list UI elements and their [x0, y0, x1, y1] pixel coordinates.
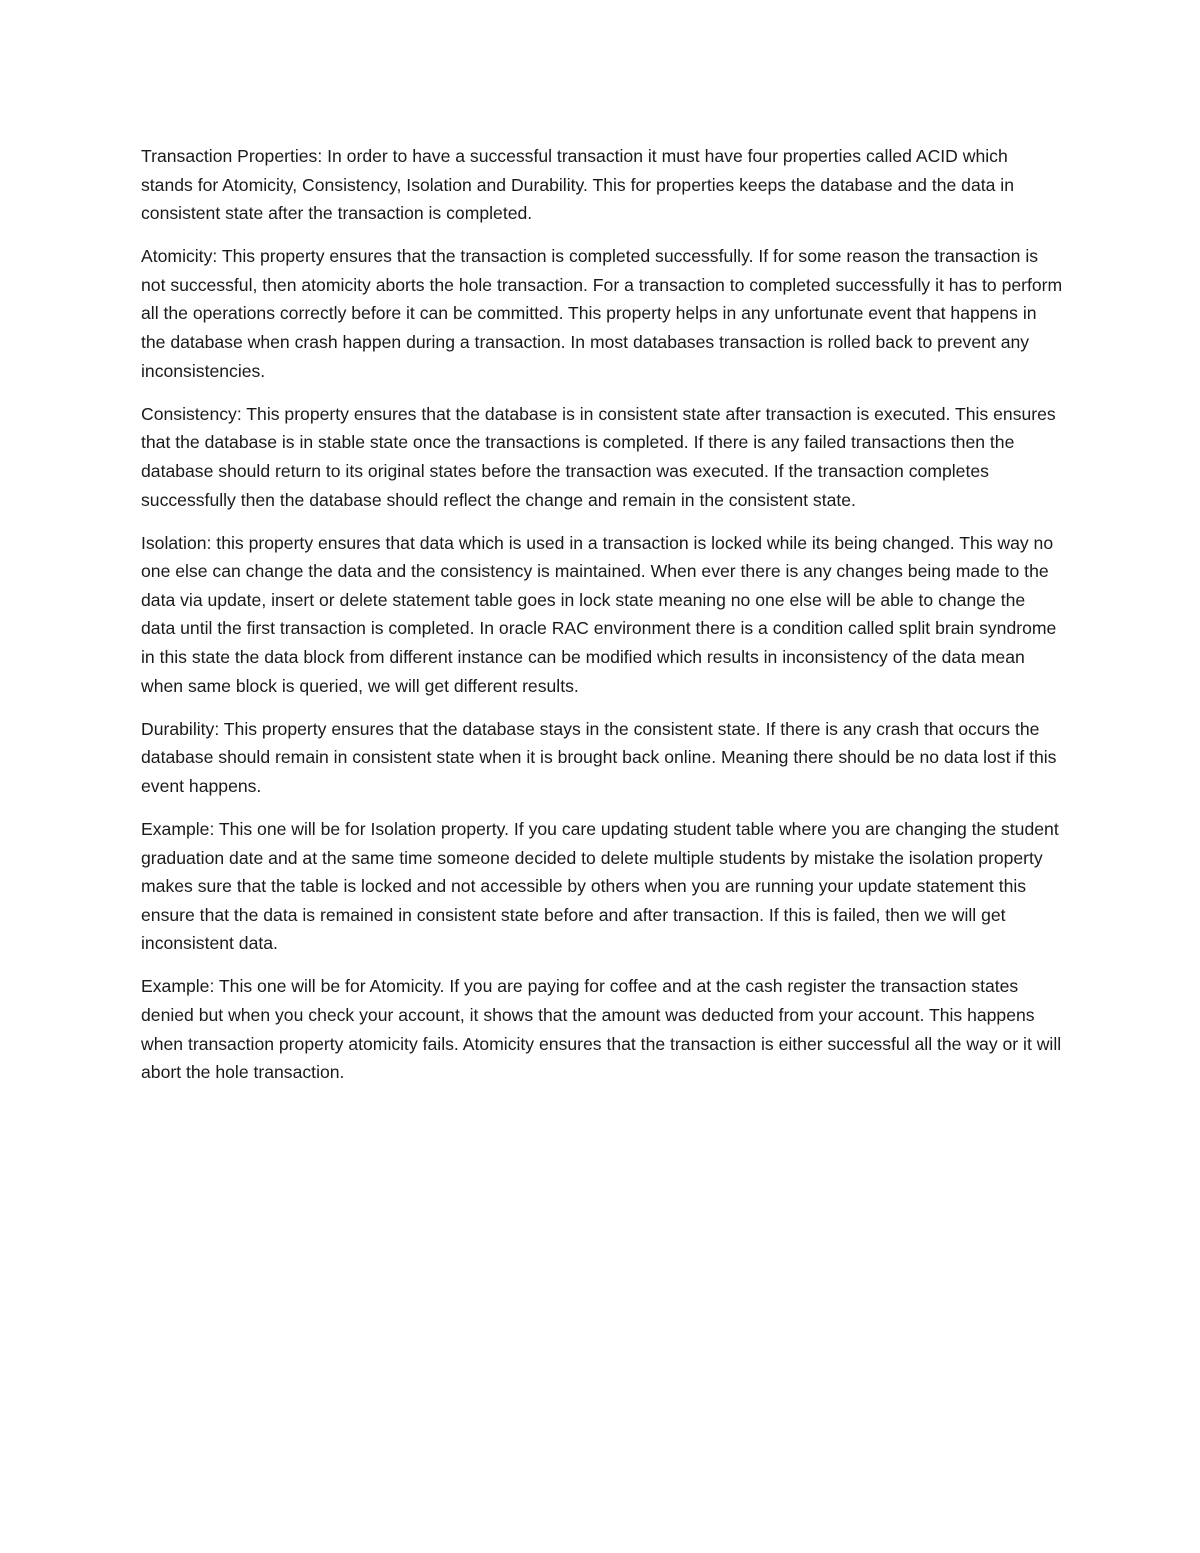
paragraph-consistency: Consistency: This property ensures that the database is in consistent state after transaction is executed. This ensures that the database is in stable state once the transactions is completed. If there is any failed transactions then the database should return to its original states before the transaction was executed. If the transaction completes successfully then the database should reflect the change and remain in the consistent state. [141, 403, 1056, 510]
paragraph-example-atomicity: Example: This one will be for Atomicity. If you are paying for coffee and at the cash register the transaction states denied but when you check your account, it shows that the amount was deducted from your account. This happens when transaction property atomicity fails. Atomicity ensures that the transaction is either successful all the way or it will abort the hole transaction. [141, 976, 1062, 1083]
paragraph-transaction-properties: Transaction Properties: In order to have a successful transaction it must have four properties called ACID which stands for Atomicity, Consistency, Isolation and Durability. This for properties keeps the database and the data in consistent state after the transaction is completed. [141, 146, 1014, 224]
document-body [141, 142, 1063, 1101]
paragraph-example-isolation: Example: This one will be for Isolation property. If you care updating student table where you are changing the student graduation date and at the same time someone decided to delete multiple students by mistake the isolation property makes sure that the table is locked and not accessible by others when you are running your update statement this ensure that the data is remained in consistent state before and after transaction. If this is failed, then we will get inconsistent data. [141, 818, 1059, 954]
paragraph-isolation: Isolation: this property ensures that data which is used in a transaction is locked while its being changed. This way no one else can change the data and the consistency is maintained. When ever there is any changes being made to the data via update, insert or delete statement table goes in lock state meaning no one else will be able to change the data until the first transaction is completed. In oracle RAC environment there is a condition called split brain syndrome in this state the data block from different instance can be modified which results in inconsistency of the data mean when same block is queried, we will get different results. [141, 532, 1057, 696]
paragraph-atomicity: Atomicity: This property ensures that the transaction is completed successfully. If for some reason the transaction is not successful, then atomicity aborts the hole transaction. For a transaction to completed successfully it has to perform all the operations correctly before it can be committed. This property helps in any unfortunate event that happens in the database when crash happen during a transaction. In most databases transaction is rolled back to prevent any inconsistencies. [141, 246, 1063, 381]
paragraph-durability: Durability: This property ensures that the database stays in the consistent state. If there is any crash that occurs the database should remain in consistent state when it is brought back online. Meaning there should be no data lost if this event happens. [141, 718, 1057, 796]
